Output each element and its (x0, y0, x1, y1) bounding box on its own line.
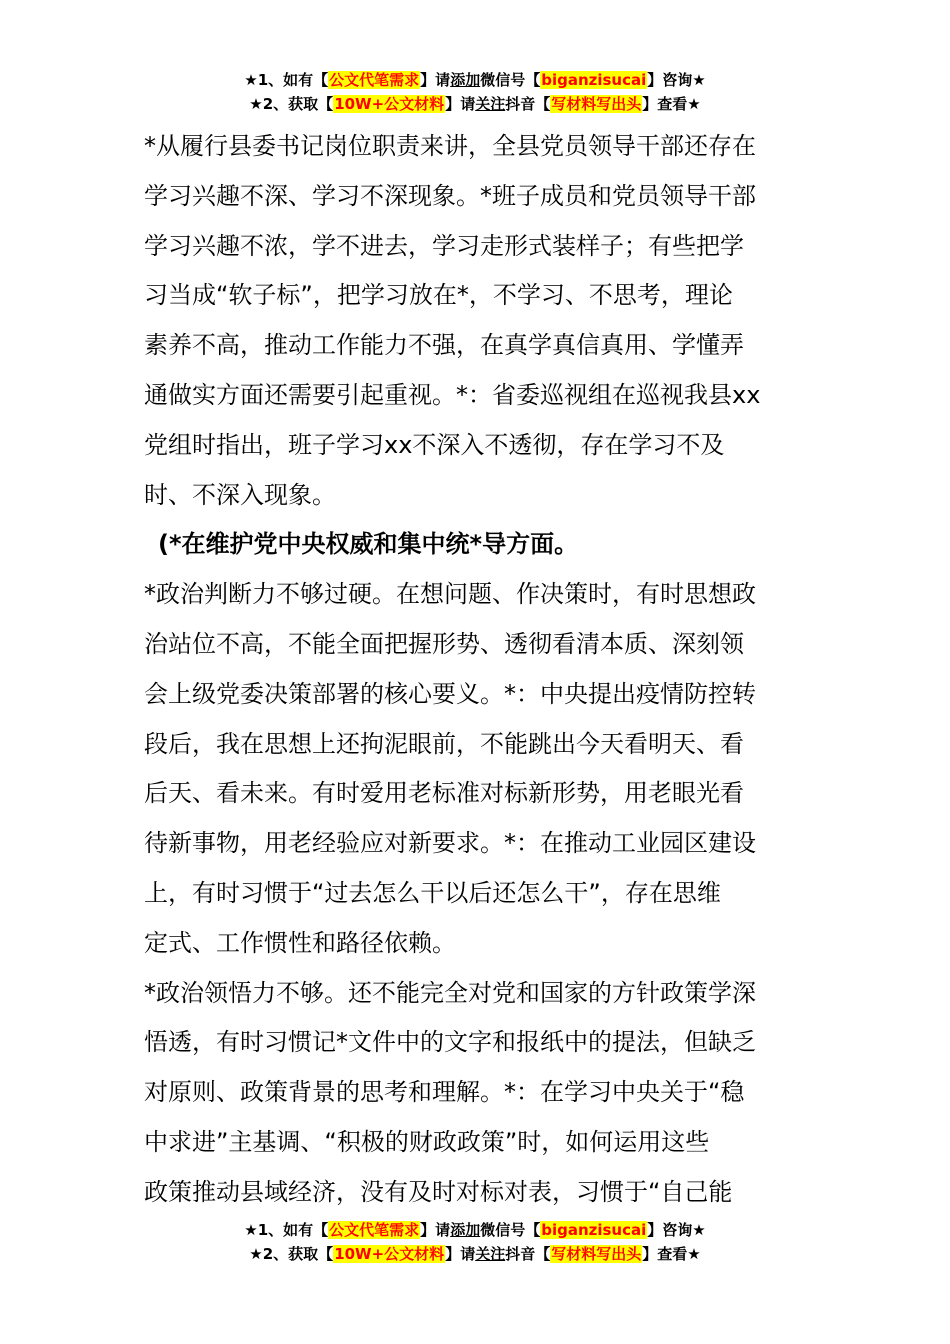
body-line: 治站位不高，不能全面把握形势、透彻看清本质、深刻领 (144, 629, 744, 658)
bottom-banner (0, 1218, 950, 1266)
body-line: 党组时指出，班子学习xx不深入不透彻，存在学习不及 (144, 430, 725, 459)
body-line: 悟透，有时习惯记*文件中的文字和报纸中的提法，但缺乏 (144, 1028, 756, 1057)
banner-line-1: ★1、如有【公文代笔需求】请添加微信号【biganzisucai】咨询★ (244, 1221, 706, 1239)
banner-line-2: ★2、获取【10W+公文材料】请关注抖音【写材料写出头】查看★ (249, 1245, 701, 1263)
body-line: 中求进”主基调、“积极的财政政策”时，如何运用这些 (144, 1127, 710, 1156)
banner-highlight: 10W+公文材料 (334, 1245, 445, 1263)
banner-highlight: 公文代笔需求 (329, 1221, 420, 1239)
body-line: 会上级党委决策部署的核心要义。*：中央提出疫情防控转 (144, 679, 756, 708)
body-line: 时、不深入现象。 (144, 480, 336, 509)
top-banner (0, 68, 950, 116)
body-line: 习当成“软子标”，把学习放在*，不学习、不思考，理论 (144, 281, 733, 310)
body-line: 定式、工作惯性和路径依赖。 (144, 928, 456, 957)
body-line: 上，有时习惯于“过去怎么干以后还怎么干”，存在思维 (144, 878, 721, 907)
banner-highlight: 10W+公文材料 (334, 95, 445, 113)
banner-line-1: ★1、如有【公文代笔需求】请添加微信号【biganzisucai】咨询★ (244, 71, 706, 89)
body-line: 段后，我在思想上还拘泥眼前，不能跳出今天看明天、看 (144, 729, 744, 758)
body-line: *从履行县委书记岗位职责来讲，全县党员领导干部还存在 (144, 132, 756, 160)
body-line: *政治领悟力不够。还不能完全对党和国家的方针政策学深 (144, 978, 756, 1007)
banner-highlight: 写材料写出头 (551, 1245, 642, 1263)
body-line: *政治判断力不够过硬。在想问题、作决策时，有时思想政 (144, 580, 756, 609)
banner-highlight: biganzisucai (541, 71, 647, 89)
banner-line-2: ★2、获取【10W+公文材料】请关注抖音【写材料写出头】查看★ (249, 95, 701, 113)
body-line: 学习兴趣不深、学习不深现象。*班子成员和党员领导干部 (144, 181, 756, 210)
body-line: 学习兴趣不浓，学不进去，学习走形式装样子；有些把学 (144, 231, 744, 260)
body-line: 后天、看未来。有时爱用老标准对标新形势，用老眼光看 (144, 779, 744, 808)
document-body (144, 122, 810, 1218)
banner-highlight: 写材料写出头 (551, 95, 642, 113)
section-heading: (*在维护党中央权威和集中统*导方面。 (158, 530, 579, 559)
body-line: 待新事物，用老经验应对新要求。*：在推动工业园区建设 (144, 829, 756, 858)
body-line: 通做实方面还需要引起重视。*：省委巡视组在巡视我县xx (144, 380, 761, 409)
body-line: 政策推动县域经济，没有及时对标对表，习惯于“自己能 (144, 1177, 733, 1206)
banner-highlight: 公文代笔需求 (329, 71, 420, 89)
body-line: 对原则、政策背景的思考和理解。*：在学习中央关于“稳 (144, 1078, 745, 1107)
banner-highlight: biganzisucai (541, 1221, 647, 1239)
body-line: 素养不高，推动工作能力不强，在真学真信真用、学懂弄 (144, 331, 744, 360)
